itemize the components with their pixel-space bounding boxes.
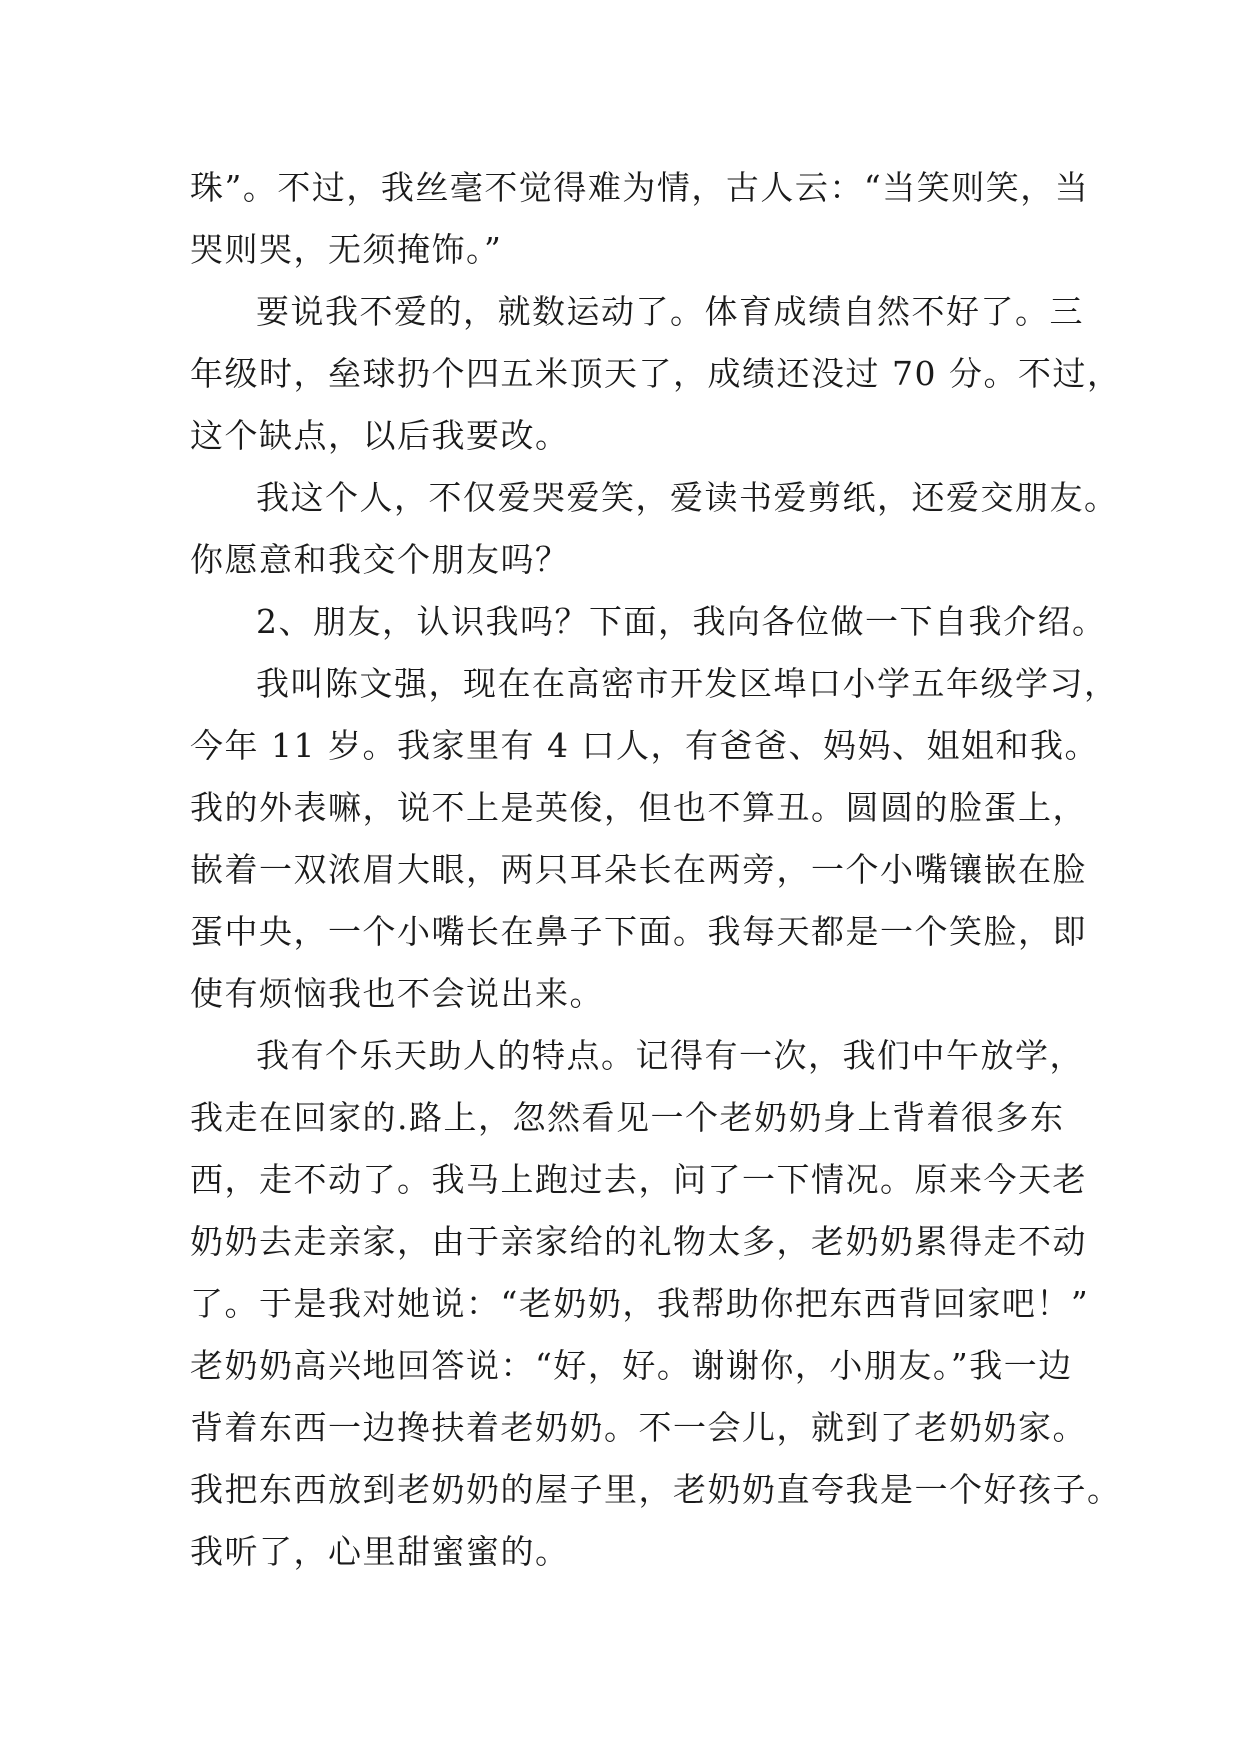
text-line: 珠”。不过，我丝毫不觉得难为情，古人云：“当笑则笑，当 (190, 168, 1090, 207)
paragraph-4 (190, 591, 1107, 653)
paragraph-6 (190, 1025, 1122, 1583)
text-line: 我叫陈文强，现在在高密市开发区埠口小学五年级学习， (256, 664, 1119, 703)
document-body (190, 157, 1122, 1583)
text-line: 使有烦恼我也不会说出来。 (190, 974, 604, 1013)
text-line: 年级时，垒球扔个四五米顶天了，成绩还没过 70 分。不过， (190, 354, 1122, 393)
text-line: 我听了，心里甜蜜蜜的。 (190, 1532, 570, 1571)
text-line: 了。于是我对她说：“老奶奶，我帮助你把东西背回家吧！” (190, 1284, 1090, 1323)
text-line: 我把东西放到老奶奶的屋子里，老奶奶直夸我是一个好孩子。 (190, 1470, 1122, 1509)
text-line: 这个缺点，以后我要改。 (190, 416, 570, 455)
paragraph-5 (190, 653, 1119, 1025)
text-line: 蛋中央，一个小嘴长在鼻子下面。我每天都是一个笑脸，即 (190, 912, 1087, 951)
paragraph-1 (190, 157, 1090, 281)
text-line: 奶奶去走亲家，由于亲家给的礼物太多，老奶奶累得走不动 (190, 1222, 1087, 1261)
text-line: 今年 11 岁。我家里有 4 口人，有爸爸、妈妈、姐姐和我。 (190, 726, 1099, 765)
text-line: 西，走不动了。我马上跑过去，问了一下情况。原来今天老 (190, 1160, 1087, 1199)
text-line: 哭则哭，无须掩饰。” (190, 230, 503, 269)
paragraph-3 (190, 467, 1119, 591)
paragraph-2 (190, 281, 1122, 467)
text-line: 嵌着一双浓眉大眼，两只耳朵长在两旁，一个小嘴镶嵌在脸 (190, 850, 1087, 889)
text-line: 你愿意和我交个朋友吗？ (190, 540, 570, 579)
text-line: 要说我不爱的，就数运动了。体育成绩自然不好了。三 (256, 292, 1084, 331)
text-line: 老奶奶高兴地回答说：“好，好。谢谢你，小朋友。”我一边 (190, 1346, 1073, 1385)
text-line: 我这个人，不仅爱哭爱笑，爱读书爱剪纸，还爱交朋友。 (256, 478, 1119, 517)
text-line: 我的外表嘛，说不上是英俊，但也不算丑。圆圆的脸蛋上， (190, 788, 1087, 827)
text-line: 背着东西一边搀扶着老奶奶。不一会儿，就到了老奶奶家。 (190, 1408, 1087, 1447)
text-line: 我走在回家的.路上，忽然看见一个老奶奶身上背着很多东 (190, 1098, 1065, 1137)
text-line: 2、朋友，认识我吗？下面，我向各位做一下自我介绍。 (256, 602, 1107, 641)
text-line: 我有个乐天助人的特点。记得有一次，我们中午放学， (256, 1036, 1084, 1075)
